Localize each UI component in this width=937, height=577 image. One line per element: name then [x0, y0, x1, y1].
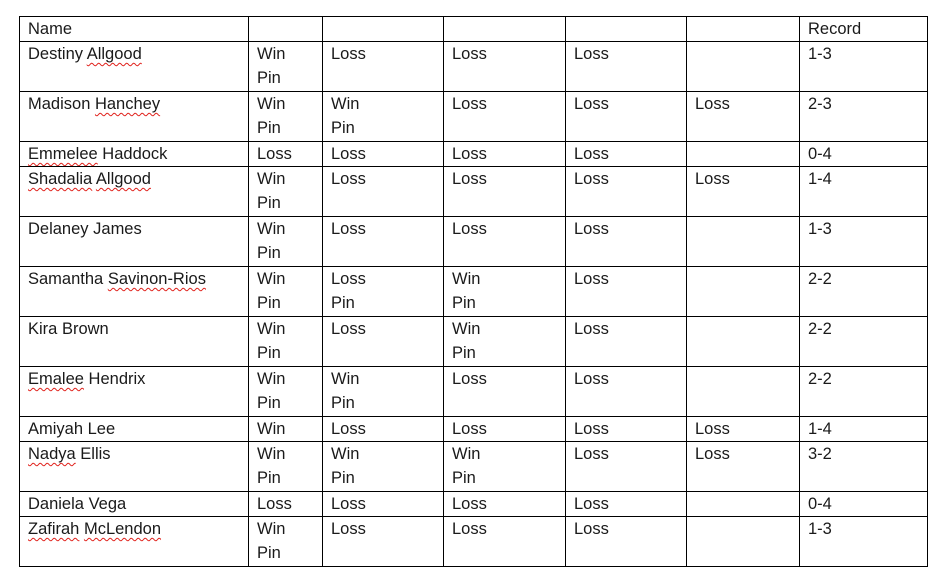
match-result-cell: [566, 142, 687, 167]
match-result-cell: [444, 517, 566, 567]
match-result-cell: [323, 517, 444, 567]
match-result-cell: [249, 92, 323, 142]
match-result: Loss: [452, 45, 487, 63]
match-result-cell: [444, 442, 566, 492]
match-result: Loss: [331, 495, 366, 513]
wrestler-last-name: Savinon-Rios: [107, 270, 206, 288]
match-result: Win: [257, 370, 286, 388]
wrestler-first-name: Emmelee: [28, 145, 98, 163]
match-result-cell: [444, 317, 566, 367]
wrestler-name-cell: [20, 367, 249, 417]
match-result-cell: [323, 367, 444, 417]
wrestler-first-name: Shadalia: [28, 170, 93, 188]
match-result-cell: [444, 167, 566, 217]
match-result-cell: [444, 42, 566, 92]
wrestler-last-name: Ellis: [80, 445, 111, 463]
wrestler-last-name: Brown: [61, 320, 109, 338]
wrestler-last-name: Allgood: [86, 45, 142, 63]
wrestler-last-name: Haddock: [102, 145, 168, 163]
match-result-cell: [687, 442, 800, 492]
record-cell: 2-3: [800, 92, 928, 142]
match-result: Loss: [452, 370, 487, 388]
match-result-cell: [566, 167, 687, 217]
match-result-cell: [444, 367, 566, 417]
match-result-cell: [566, 492, 687, 517]
match-result-cell: [249, 42, 323, 92]
wrestler-first-name: Kira: [28, 320, 58, 338]
wrestler-name-cell: [20, 217, 249, 267]
wrestler-name-cell: [20, 142, 249, 167]
match-result: Win: [257, 420, 286, 438]
match-result: Win: [257, 320, 286, 338]
match-result: Win: [257, 170, 286, 188]
match-result-cell: [566, 92, 687, 142]
match-result-cell: [444, 92, 566, 142]
match-result: Loss: [331, 145, 366, 163]
match-result: Loss: [331, 170, 366, 188]
table-row: [20, 267, 928, 317]
wrestler-name-cell: [20, 442, 249, 492]
match-result-cell: [323, 92, 444, 142]
wrestler-first-name: Destiny: [28, 45, 84, 63]
match-result-cell: [687, 517, 800, 567]
wrestler-first-name: Nadya: [28, 445, 76, 463]
match-method: Pin: [452, 294, 476, 312]
match-result: Win: [331, 445, 360, 463]
match-result: Loss: [331, 270, 366, 288]
wrestler-last-name: Hanchey: [94, 95, 161, 113]
match-result: Loss: [695, 170, 730, 188]
match-result: Loss: [331, 520, 366, 538]
table-row: [20, 167, 928, 217]
match-result: Loss: [452, 145, 487, 163]
match-result: Win: [257, 270, 286, 288]
wrestler-name-cell: [20, 417, 249, 442]
header-record: Record: [800, 17, 928, 42]
table-row: [20, 417, 928, 442]
match-result: Loss: [257, 145, 292, 163]
match-result: Loss: [695, 95, 730, 113]
match-result-cell: [444, 217, 566, 267]
wrestler-first-name: Samantha: [28, 270, 104, 288]
match-result: Loss: [574, 220, 609, 238]
match-result-cell: [249, 167, 323, 217]
match-result: Loss: [452, 495, 487, 513]
wrestler-name-cell: [20, 167, 249, 217]
match-method: Pin: [257, 294, 281, 312]
match-result: Loss: [574, 170, 609, 188]
table-row: [20, 492, 928, 517]
match-result-cell: [323, 167, 444, 217]
match-result: Win: [331, 370, 360, 388]
match-result: Win: [452, 320, 481, 338]
match-method: Pin: [452, 344, 476, 362]
match-method: Pin: [257, 544, 281, 562]
match-result-cell: [323, 442, 444, 492]
match-result-cell: [444, 142, 566, 167]
match-result-cell: [687, 492, 800, 517]
match-result: Win: [257, 445, 286, 463]
match-method: Pin: [331, 394, 355, 412]
wrestling-records-table: [19, 16, 928, 567]
record-cell: 3-2: [800, 442, 928, 492]
wrestler-first-name: Emalee: [28, 370, 84, 388]
match-result: Win: [257, 220, 286, 238]
wrestler-last-name: Allgood: [95, 170, 151, 188]
match-result: Loss: [574, 420, 609, 438]
match-result-cell: [566, 217, 687, 267]
wrestler-last-name: Hendrix: [88, 370, 146, 388]
match-result-cell: [323, 142, 444, 167]
match-result-cell: [687, 92, 800, 142]
header-name: Name: [20, 17, 249, 42]
match-result: Win: [257, 520, 286, 538]
match-method: Pin: [257, 119, 281, 137]
match-method: Pin: [257, 394, 281, 412]
wrestler-first-name: Delaney: [28, 220, 89, 238]
match-method: Pin: [257, 69, 281, 87]
match-result-cell: [566, 317, 687, 367]
match-result: Loss: [331, 320, 366, 338]
record-cell: 1-3: [800, 217, 928, 267]
match-result-cell: [249, 517, 323, 567]
match-result: Win: [257, 45, 286, 63]
match-result-cell: [687, 367, 800, 417]
match-result: Loss: [574, 520, 609, 538]
match-result: Loss: [574, 320, 609, 338]
match-result-cell: [687, 42, 800, 92]
table-row: [20, 42, 928, 92]
match-method: Pin: [257, 344, 281, 362]
match-result-cell: [687, 167, 800, 217]
match-result: Win: [331, 95, 360, 113]
match-result-cell: [444, 492, 566, 517]
table-row: [20, 517, 928, 567]
match-result: Loss: [452, 420, 487, 438]
wrestler-last-name: Vega: [88, 495, 127, 513]
match-result-cell: [444, 267, 566, 317]
match-method: Pin: [257, 194, 281, 212]
table-row: [20, 92, 928, 142]
match-result-cell: [249, 217, 323, 267]
match-result-cell: [323, 217, 444, 267]
match-result: Win: [452, 270, 481, 288]
match-result-cell: [323, 492, 444, 517]
record-cell: 1-3: [800, 517, 928, 567]
match-result-cell: [566, 367, 687, 417]
wrestler-first-name: Daniela: [28, 495, 84, 513]
header-match-1: [249, 17, 323, 42]
record-cell: 2-2: [800, 267, 928, 317]
header-match-4: [566, 17, 687, 42]
header-match-5: [687, 17, 800, 42]
wrestler-last-name: James: [93, 220, 142, 238]
match-method: Pin: [257, 244, 281, 262]
match-result-cell: [323, 317, 444, 367]
match-result: Loss: [574, 445, 609, 463]
wrestler-last-name: Lee: [87, 420, 116, 438]
match-result: Loss: [331, 45, 366, 63]
match-result-cell: [444, 417, 566, 442]
match-result: Win: [452, 445, 481, 463]
wrestler-name-cell: [20, 267, 249, 317]
table-row: [20, 142, 928, 167]
match-result: Loss: [574, 95, 609, 113]
match-result-cell: [249, 317, 323, 367]
record-cell: 2-2: [800, 317, 928, 367]
wrestler-last-name: McLendon: [83, 520, 162, 538]
match-result: Loss: [452, 95, 487, 113]
wrestler-name-cell: [20, 517, 249, 567]
match-method: Pin: [331, 119, 355, 137]
match-result-cell: [687, 317, 800, 367]
match-result-cell: [249, 267, 323, 317]
match-result-cell: [249, 367, 323, 417]
match-result-cell: [323, 417, 444, 442]
header-row: [20, 17, 928, 42]
match-method: Pin: [257, 469, 281, 487]
match-method: Pin: [331, 469, 355, 487]
record-cell: 1-4: [800, 417, 928, 442]
match-result-cell: [249, 442, 323, 492]
match-result-cell: [323, 42, 444, 92]
table-row: [20, 442, 928, 492]
table-row: [20, 367, 928, 417]
match-result-cell: [566, 42, 687, 92]
match-result: Loss: [574, 270, 609, 288]
match-result-cell: [687, 217, 800, 267]
match-result: Loss: [452, 220, 487, 238]
match-result: Loss: [331, 220, 366, 238]
match-method: Pin: [452, 469, 476, 487]
record-cell: 1-4: [800, 167, 928, 217]
wrestler-first-name: Madison: [28, 95, 91, 113]
match-result-cell: [249, 417, 323, 442]
table-row: [20, 217, 928, 267]
record-cell: 2-2: [800, 367, 928, 417]
record-cell: 0-4: [800, 142, 928, 167]
header-match-2: [323, 17, 444, 42]
match-result-cell: [687, 267, 800, 317]
wrestler-name-cell: [20, 42, 249, 92]
match-result: Win: [257, 95, 286, 113]
match-result-cell: [566, 517, 687, 567]
match-result-cell: [566, 417, 687, 442]
match-result: Loss: [452, 520, 487, 538]
match-result: Loss: [574, 145, 609, 163]
table-row: [20, 317, 928, 367]
match-result-cell: [687, 142, 800, 167]
match-result-cell: [323, 267, 444, 317]
wrestler-first-name: Amiyah: [28, 420, 84, 438]
match-result: Loss: [695, 445, 730, 463]
wrestler-name-cell: [20, 92, 249, 142]
match-result: Loss: [257, 495, 292, 513]
match-result-cell: [566, 267, 687, 317]
match-result-cell: [249, 492, 323, 517]
match-result: Loss: [695, 420, 730, 438]
match-result: Loss: [574, 45, 609, 63]
match-result-cell: [566, 442, 687, 492]
match-result: Loss: [574, 495, 609, 513]
wrestler-first-name: Zafirah: [28, 520, 80, 538]
wrestler-name-cell: [20, 492, 249, 517]
match-result: Loss: [331, 420, 366, 438]
match-method: Pin: [331, 294, 355, 312]
match-result: Loss: [574, 370, 609, 388]
match-result: Loss: [452, 170, 487, 188]
match-result-cell: [687, 417, 800, 442]
record-cell: 0-4: [800, 492, 928, 517]
match-result-cell: [249, 142, 323, 167]
header-match-3: [444, 17, 566, 42]
wrestler-name-cell: [20, 317, 249, 367]
record-cell: 1-3: [800, 42, 928, 92]
